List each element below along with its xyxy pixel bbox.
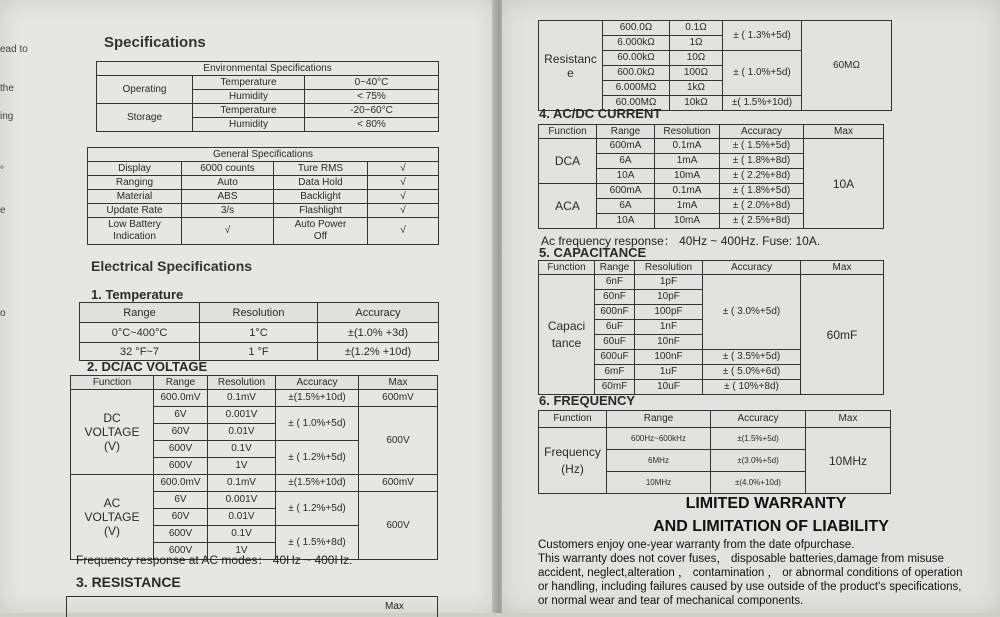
max-cell: 10A — [804, 139, 884, 229]
electrical-heading: Electrical Specifications — [91, 258, 253, 274]
max-cell: 60mF — [801, 275, 884, 395]
label-line: VOLTAGE — [84, 510, 140, 524]
accuracy-cell: ± ( 1.0%+5d) — [723, 51, 802, 96]
resolution-cell: 0.1mV — [208, 475, 276, 492]
storage-humidity-value: < 80% — [305, 118, 439, 132]
range-cell: 10MHz — [607, 472, 711, 494]
resolution-cell: 100pF — [635, 305, 703, 320]
resolution-cell: 10kΩ — [670, 96, 723, 111]
range-cell: 600V — [154, 543, 208, 560]
header-max: Max — [804, 125, 884, 139]
auto-power-label: Auto Power — [294, 219, 347, 230]
resolution-cell: 1nF — [635, 320, 703, 335]
resolution-cell: 10pF — [635, 290, 703, 305]
temp-accuracy: ±(1.2% +10d) — [318, 343, 439, 361]
range-cell: 6A — [597, 154, 655, 169]
header-function: Function — [539, 261, 595, 275]
accuracy-cell: ± ( 1.8%+8d) — [720, 154, 804, 169]
resolution-cell: 0.01V — [208, 424, 276, 441]
label-line: DC — [103, 411, 121, 425]
max-cell: 600mV — [359, 475, 438, 492]
range-cell: 600nF — [595, 305, 635, 320]
low-battery-cell — [88, 218, 182, 245]
accuracy-cell: ± ( 1.2%+5d) — [276, 492, 359, 526]
left-page — [0, 0, 495, 613]
accuracy-cell: ± ( 1.5%+5d) — [720, 139, 804, 154]
storage-temp-value: -20~60°C — [305, 104, 439, 118]
general-title: General Specifications — [88, 148, 439, 162]
header-range: Range — [607, 411, 711, 428]
header-range: Range — [595, 261, 635, 275]
label-line: tance — [551, 335, 582, 350]
resistance-table-partial — [66, 596, 438, 617]
label-line: (Hz) — [561, 461, 584, 476]
current-table — [538, 124, 884, 229]
accuracy-cell: ± ( 5.0%+6d) — [703, 365, 801, 380]
general-cell: Auto — [182, 176, 274, 190]
capacitance-label — [539, 275, 595, 395]
header-accuracy: Accuracy — [276, 376, 359, 390]
operating-humidity-value: < 75% — [305, 90, 439, 104]
header-resolution: Resolution — [635, 261, 703, 275]
general-cell: ABS — [182, 190, 274, 204]
check-mark: √ — [368, 218, 439, 245]
resolution-cell: 0.001V — [208, 492, 276, 509]
header-resolution: Resolution — [200, 303, 318, 323]
operating-temp-value: 0~40°C — [305, 76, 439, 90]
header-range: Range — [80, 303, 200, 323]
environmental-title: Environmental Specifications — [97, 62, 439, 76]
range-cell: 10A — [597, 214, 655, 229]
range-cell: 600Hz~600kHz — [607, 428, 711, 450]
header-function: Function — [539, 125, 597, 139]
temperature-label: Temperature — [193, 104, 305, 118]
max-cell: 60MΩ — [802, 21, 892, 111]
current-frequency-note: Ac frequency response： 40Hz ~ 400Hz. Fuse: 10A. — [541, 234, 821, 248]
accuracy-cell: ± ( 3.5%+5d) — [703, 350, 801, 365]
margin-fragment: o — [0, 308, 6, 319]
warranty-paragraph — [538, 538, 962, 608]
temp-resolution: 1 °F — [200, 343, 318, 361]
general-cell: Flashlight — [274, 204, 368, 218]
resolution-cell: 0.1mA — [655, 184, 720, 199]
liability-title: AND LIMITATION OF LIABILITY — [653, 518, 889, 535]
accuracy-cell: ± ( 1.2%+5d) — [276, 441, 359, 475]
range-cell: 6MHz — [607, 450, 711, 472]
accuracy-cell: ±(4.0%+10d) — [711, 472, 806, 494]
header-range: Range — [597, 125, 655, 139]
max-cell: 600V — [359, 492, 438, 560]
range-cell: 600.0Ω — [603, 21, 670, 36]
header-resolution: Resolution — [208, 376, 276, 390]
ac-voltage-label — [71, 475, 154, 560]
resolution-cell: 0.001V — [208, 407, 276, 424]
header-accuracy: Accuracy — [318, 303, 439, 323]
frequency-label — [539, 428, 607, 494]
accuracy-cell: ± ( 3.0%+5d) — [703, 275, 801, 350]
range-cell: 60mF — [595, 380, 635, 395]
range-cell: 60.00MΩ — [603, 96, 670, 111]
resolution-cell: 100Ω — [670, 66, 723, 81]
resolution-cell: 1mA — [655, 199, 720, 214]
range-cell: 6mF — [595, 365, 635, 380]
range-cell: 6A — [597, 199, 655, 214]
resolution-cell: 10mA — [655, 214, 720, 229]
current-heading: 4. AC/DC CURRENT — [539, 106, 662, 121]
label-line: (V) — [104, 439, 120, 453]
resolution-cell: 10nF — [635, 335, 703, 350]
storage-label: Storage — [97, 104, 193, 132]
paragraph-line: accident, neglect,alteration ， contamination ， or abnormal conditions of operation — [538, 567, 963, 579]
range-cell: 600uF — [595, 350, 635, 365]
humidity-label: Humidity — [193, 118, 305, 132]
range-cell: 60nF — [595, 290, 635, 305]
humidity-label: Humidity — [193, 90, 305, 104]
capacitance-table — [538, 260, 884, 395]
resolution-cell: 0.1mV — [208, 390, 276, 407]
header-accuracy: Accuracy — [711, 411, 806, 428]
range-cell: 600mA — [597, 184, 655, 199]
auto-power-cell — [274, 218, 368, 245]
accuracy-cell: ±(3.0%+5d) — [711, 450, 806, 472]
check-mark: √ — [368, 190, 439, 204]
label-line: Resistanc — [544, 51, 597, 66]
capacitance-heading: 5. CAPACITANCE — [539, 245, 647, 260]
range-cell: 60V — [154, 424, 208, 441]
range-cell: 600V — [154, 441, 208, 458]
indication-label: Indication — [113, 231, 156, 242]
range-cell: 6.000kΩ — [603, 36, 670, 51]
margin-fragment: ° — [0, 165, 4, 176]
resolution-cell: 1pF — [635, 275, 703, 290]
label-line: VOLTAGE — [84, 425, 140, 439]
margin-fragment: the — [0, 83, 14, 94]
resistance-label — [539, 21, 603, 111]
right-page — [502, 0, 1000, 613]
warranty-title: LIMITED WARRANTY — [685, 495, 847, 512]
accuracy-cell: ±(1.5%+10d) — [276, 390, 359, 407]
resolution-cell: 1kΩ — [670, 81, 723, 96]
accuracy-cell: ± ( 2.2%+8d) — [720, 169, 804, 184]
resolution-cell: 0.1V — [208, 526, 276, 543]
accuracy-cell: ± ( 1.8%+5d) — [720, 184, 804, 199]
accuracy-cell: ± ( 1.0%+5d) — [276, 407, 359, 441]
label-line: Frequency — [544, 444, 601, 459]
paragraph-line: or normal wear and tear of mechanical components. — [538, 595, 804, 607]
check-mark: √ — [182, 218, 274, 245]
dc-voltage-label — [71, 390, 154, 475]
resolution-cell: 100nF — [635, 350, 703, 365]
frequency-heading: 6. FREQUENCY — [539, 393, 636, 408]
range-cell: 600V — [154, 526, 208, 543]
paragraph-line: or handling, including failures caused by use outside of the product's specifications, — [538, 581, 962, 593]
header-max: Max — [801, 261, 884, 275]
resolution-cell: 1uF — [635, 365, 703, 380]
resolution-cell: 0.1V — [208, 441, 276, 458]
resolution-cell: 10uF — [635, 380, 703, 395]
resolution-cell: 10Ω — [670, 51, 723, 66]
range-cell: 60uF — [595, 335, 635, 350]
resolution-cell: 1V — [208, 458, 276, 475]
resolution-cell: 10mA — [655, 169, 720, 184]
voltage-frequency-note: Frequency response at AC modes： 40Hz ~ 400Hz. — [76, 553, 353, 567]
range-cell: 60.00kΩ — [603, 51, 670, 66]
temp-range: 0°C~400°C — [80, 323, 200, 343]
range-cell: 10A — [597, 169, 655, 184]
general-cell: Material — [88, 190, 182, 204]
header-function: Function — [71, 376, 154, 390]
general-cell: Backlight — [274, 190, 368, 204]
general-cell: Display — [88, 162, 182, 176]
range-cell: 600.0kΩ — [603, 66, 670, 81]
resistance-heading: 3. RESISTANCE — [76, 574, 181, 590]
aca-label: ACA — [539, 184, 597, 229]
general-table — [87, 147, 439, 245]
max-cell: 10MHz — [806, 428, 891, 494]
off-label: Off — [313, 231, 328, 242]
accuracy-cell: ± ( 10%+8d) — [703, 380, 801, 395]
margin-fragment: ead to — [0, 44, 28, 55]
resolution-cell: 1mA — [655, 154, 720, 169]
header-range: Range — [154, 376, 208, 390]
environmental-table — [96, 61, 439, 132]
accuracy-cell: ±(1.5%+5d) — [711, 428, 806, 450]
label-line: (V) — [104, 524, 120, 538]
temp-range: 32 °F~7 — [80, 343, 200, 361]
voltage-table — [70, 375, 438, 560]
resolution-cell: 0.01V — [208, 509, 276, 526]
temperature-label: Temperature — [193, 76, 305, 90]
range-cell: 600V — [154, 458, 208, 475]
general-cell: 3/s — [182, 204, 274, 218]
max-cell: 600mV — [359, 390, 438, 407]
header-resolution: Resolution — [655, 125, 720, 139]
operating-label: Operating — [97, 76, 193, 104]
temp-accuracy: ±(1.0% +3d) — [318, 323, 439, 343]
paragraph-line: Customers enjoy one-year warranty from the date ofpurchase. — [538, 539, 855, 551]
margin-fragment: ing — [0, 111, 14, 122]
accuracy-cell: ± ( 1.5%+8d) — [276, 526, 359, 560]
header-max: Max — [359, 376, 438, 390]
resistance-table — [538, 20, 892, 111]
resolution-cell: 0.1Ω — [670, 21, 723, 36]
general-cell: Ranging — [88, 176, 182, 190]
accuracy-cell: ± ( 2.5%+8d) — [720, 214, 804, 229]
general-cell: 6000 counts — [182, 162, 274, 176]
resolution-cell: 1V — [208, 543, 276, 560]
check-mark: √ — [368, 162, 439, 176]
accuracy-cell: ± ( 1.3%+5d) — [723, 21, 802, 51]
paragraph-line: This warranty does not cover fuses， disposable batteries,damage from misuse — [538, 553, 944, 565]
header-function: Function — [539, 411, 607, 428]
accuracy-cell: ±(1.5%+10d) — [276, 475, 359, 492]
general-cell: Update Rate — [88, 204, 182, 218]
check-mark: √ — [368, 204, 439, 218]
label-line: e — [567, 65, 574, 80]
general-cell: Ture RMS — [274, 162, 368, 176]
max-cell: 600V — [359, 407, 438, 475]
resolution-cell: 1Ω — [670, 36, 723, 51]
range-cell: 6V — [154, 407, 208, 424]
header-accuracy: Accuracy — [720, 125, 804, 139]
range-cell: 60V — [154, 509, 208, 526]
low-battery-label: Low Battery — [108, 219, 161, 230]
header-accuracy: Accuracy — [703, 261, 801, 275]
resolution-cell: 0.1mA — [655, 139, 720, 154]
range-cell: 600.0mV — [154, 390, 208, 407]
range-cell: 6nF — [595, 275, 635, 290]
range-cell: 6V — [154, 492, 208, 509]
dca-label: DCA — [539, 139, 597, 184]
label-line: Capaci — [547, 318, 586, 333]
margin-fragment: e — [0, 205, 6, 216]
range-cell: 600mA — [597, 139, 655, 154]
temperature-heading: 1. Temperature — [91, 287, 184, 302]
temperature-table — [79, 302, 439, 361]
range-cell: 600.0mV — [154, 475, 208, 492]
label-line: AC — [103, 496, 121, 510]
range-cell: 6uF — [595, 320, 635, 335]
range-cell: 6.000MΩ — [603, 81, 670, 96]
specifications-heading: Specifications — [104, 34, 206, 51]
temp-resolution: 1°C — [200, 323, 318, 343]
general-cell: Data Hold — [274, 176, 368, 190]
frequency-table — [538, 410, 891, 494]
check-mark: √ — [368, 176, 439, 190]
voltage-heading: 2. DC/AC VOLTAGE — [87, 359, 208, 374]
accuracy-cell: ±( 1.5%+10d) — [723, 96, 802, 111]
accuracy-cell: ± ( 2.0%+8d) — [720, 199, 804, 214]
header-max: Max — [806, 411, 891, 428]
header-max: Max — [385, 601, 404, 612]
